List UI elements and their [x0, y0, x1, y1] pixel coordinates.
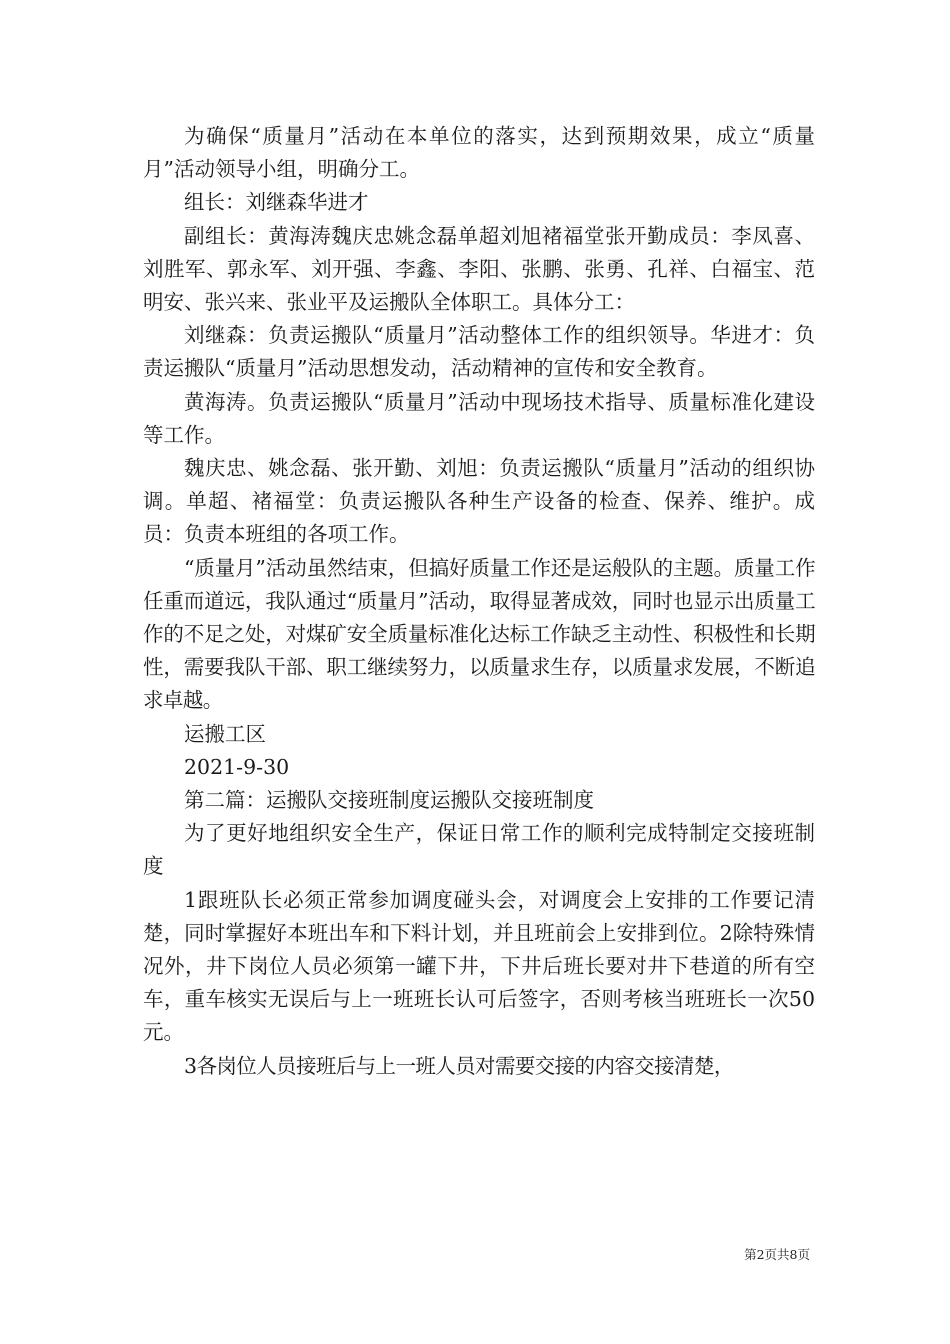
- paragraph-duty-huang: 黄海涛。负责运搬队“质量月”活动中现场技术指导、质量标准化建设等工作。: [143, 389, 815, 447]
- paragraph-handover-intro: 为了更好地组织安全生产，保证日常工作的顺利完成特制定交接班制度: [143, 821, 815, 879]
- paragraph-rules-1-2: 1跟班队长必须正常参加调度碰头会，对调度会上安排的工作要记清楚，同时掌握好本班出车和下料计划，并且班前会上安排到位。2除特殊情况外，井下岗位人员必须第一罐下井，下井后班长要对井下巷道的所有空车，重车核实无误后与上一班班长认可后签字，否则考核当班班长一次50元。: [143, 887, 815, 1045]
- paragraph-deputy-leaders: 副组长：黄海涛魏庆忠姚念磊单超刘旭褚福堂张开勤成员：李凤喜、刘胜军、郭永军、刘开强、李鑫、李阳、张鹏、张勇、孔祥、白福宝、范明安、张兴来、张业平及运搬队全体职工。具体分工：: [143, 223, 815, 315]
- paragraph-signature-date: 2021-9-30: [184, 754, 290, 779]
- page-number: 第2页共8页: [744, 1247, 810, 1262]
- paragraph-signature-unit: 运搬工区: [184, 721, 266, 746]
- paragraph-section-heading: 第二篇：运搬队交接班制度运搬队交接班制度: [184, 788, 594, 813]
- paragraph-intro: 为确保“质量月”活动在本单位的落实，达到预期效果，成立“质量月”活动领导小组，明确分工。: [143, 124, 815, 182]
- document-body: [143, 120, 815, 1083]
- paragraph-rule-3: 3各岗位人员接班后与上一班人员对需要交接的内容交接清楚，: [184, 1053, 734, 1078]
- paragraph-duty-wei: 魏庆忠、姚念磊、张开勤、刘旭：负责运搬队“质量月”活动的组织协调。单超、褚福堂：负责运搬队各种生产设备的检查、保养、维护。成员：负责本班组的各项工作。: [143, 456, 815, 547]
- paragraph-summary: “质量月”活动虽然结束，但搞好质量工作还是运般队的主题。质量工作任重而道远，我队通过“质量月”活动，取得显著成效，同时也显示出质量工作的不足之处，对煤矿安全质量标准化达标工作缺乏主动性、积极性和长期性，需要我队干部、职工继续努力，以质量求生存，以质量求发展，不断追求卓越。: [143, 555, 815, 713]
- paragraph-duty-liu: 刘继森：负责运搬队“质量月”活动整体工作的组织领导。华进才：负责运搬队“质量月”活动思想发动，活动精神的宣传和安全教育。: [143, 323, 815, 381]
- paragraph-group-leader: 组长：刘继森华进才: [184, 190, 369, 215]
